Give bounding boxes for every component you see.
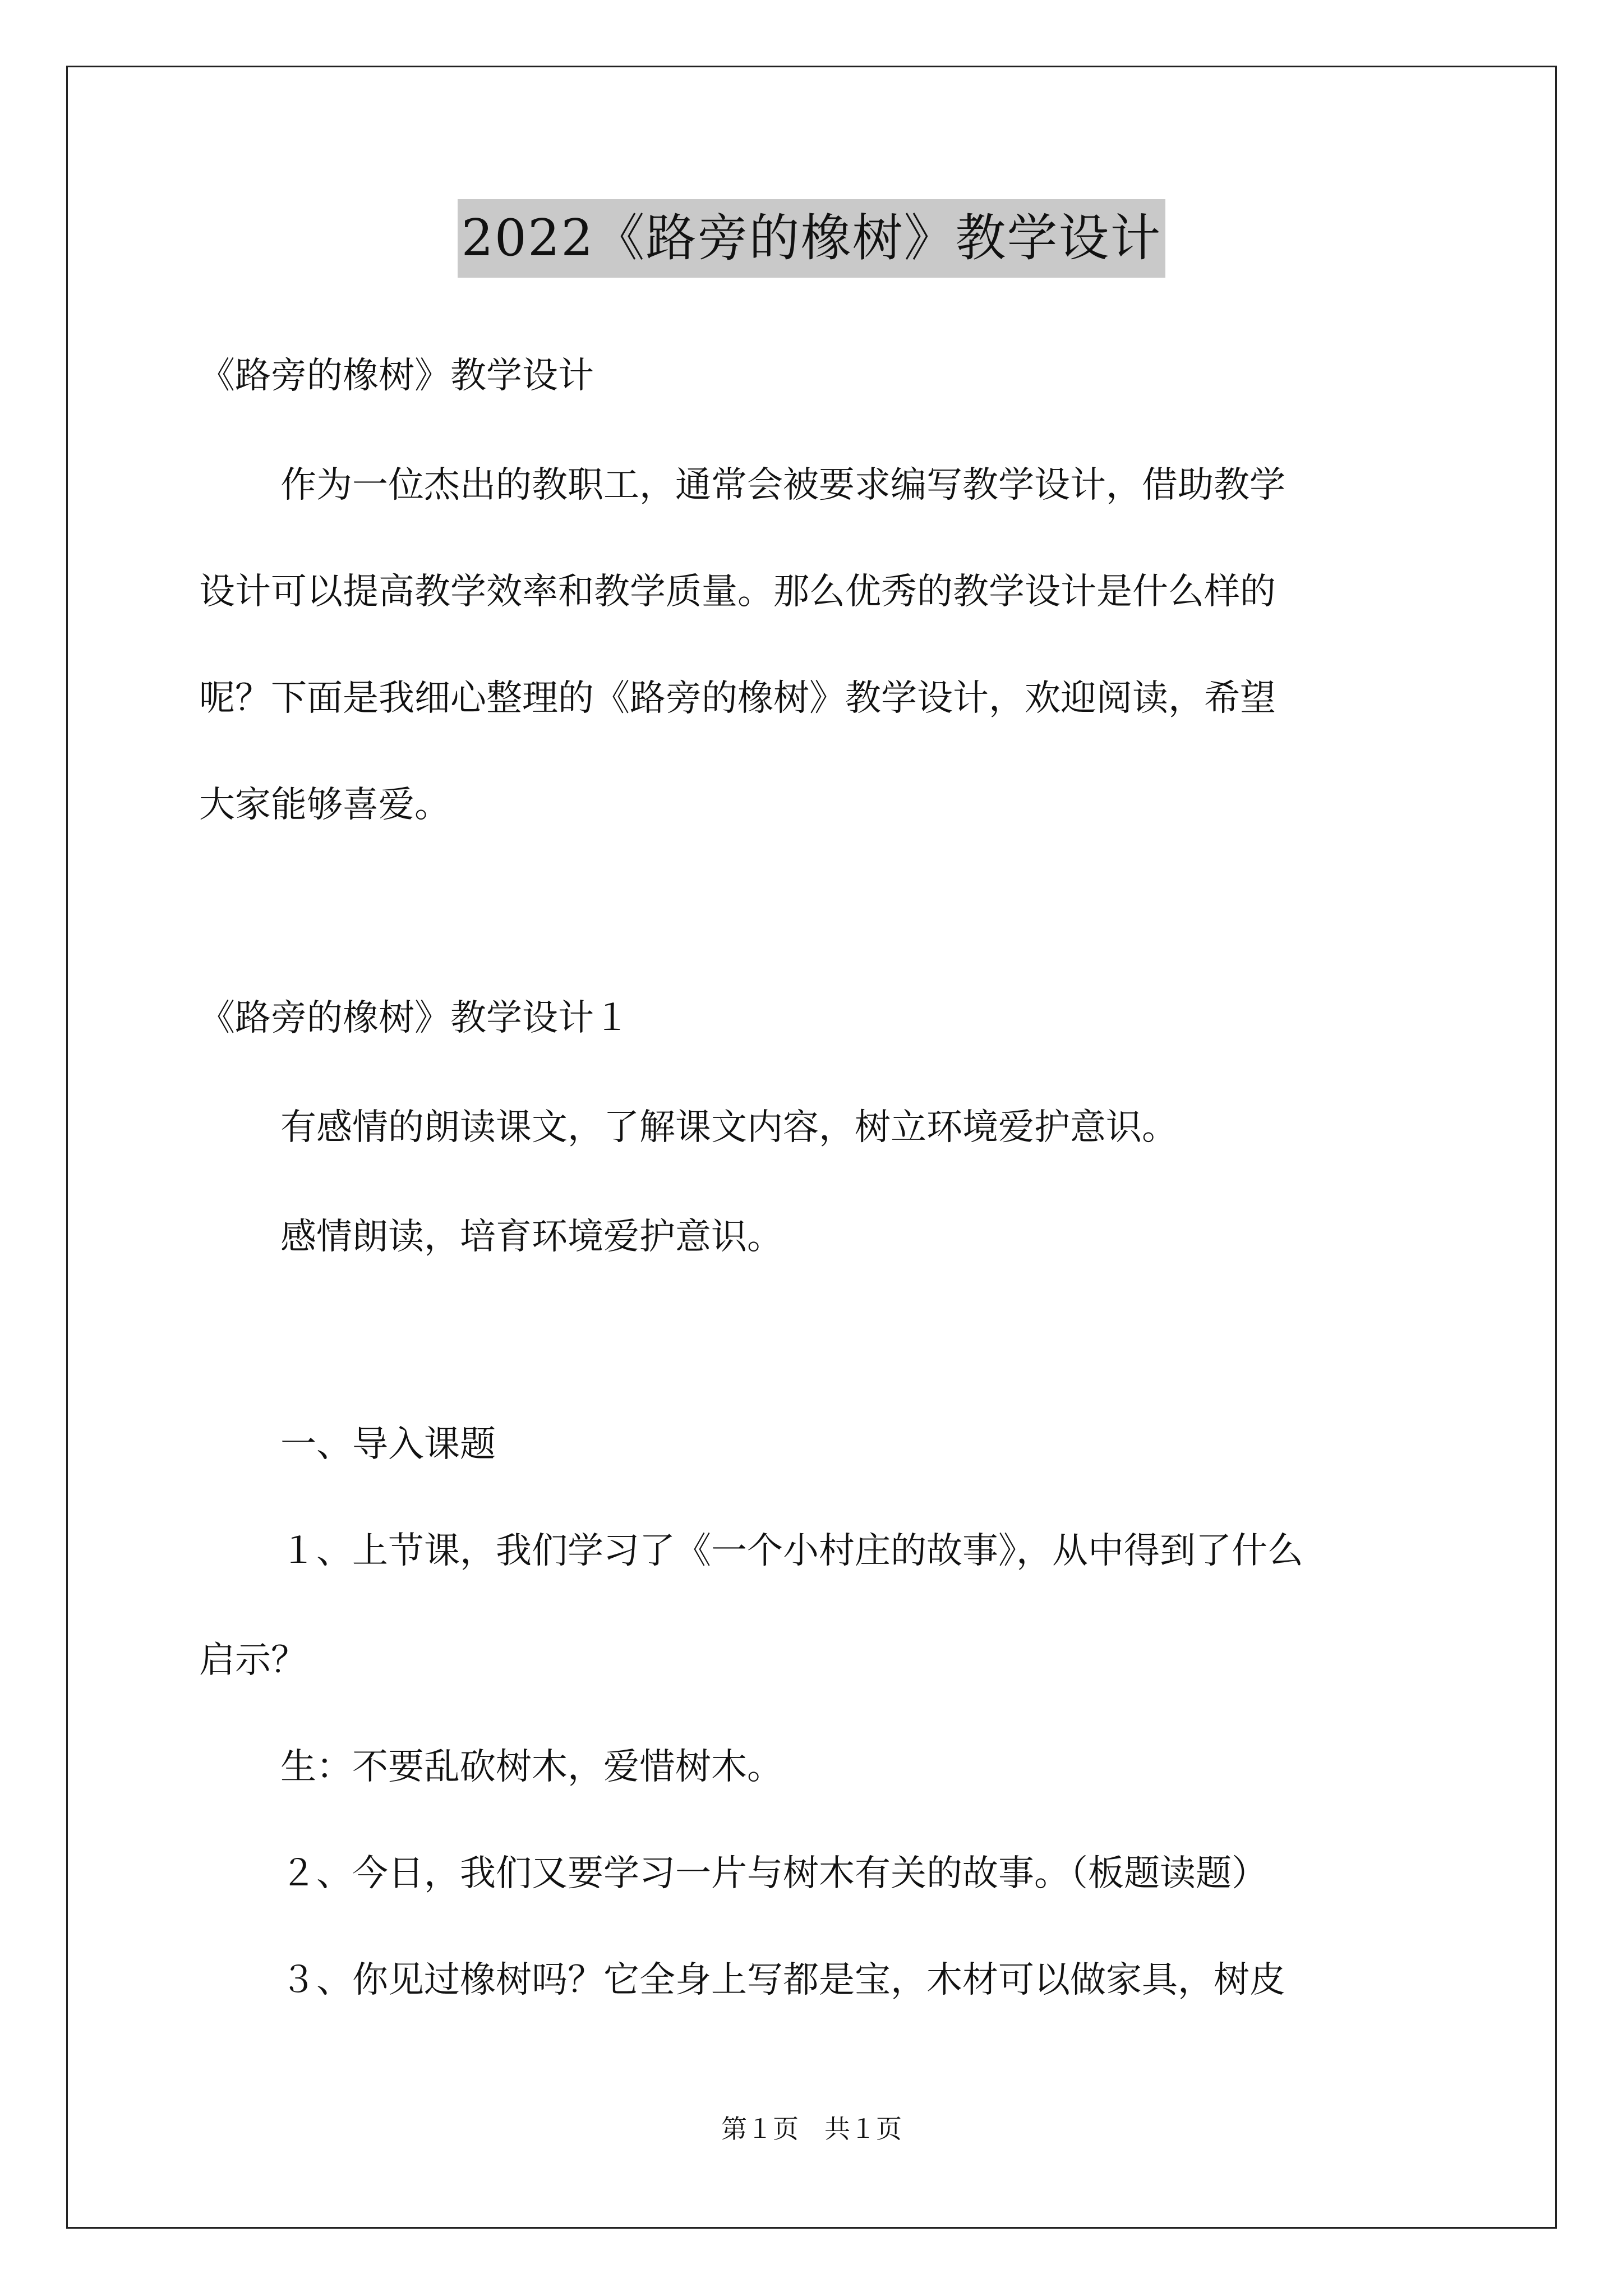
intro-line-1: 作为一位杰出的教职工，通常会被要求编写教学设计，借助教学 — [280, 464, 1285, 506]
goal-line: 有感情的朗读课文，了解课文内容，树立环境爱护意识。 — [280, 1107, 1178, 1148]
step3-line: ３、你见过橡树吗？它全身上写都是宝，木材可以做家具，树皮 — [280, 1959, 1285, 2001]
document-title: 2022《路旁的橡树》教学设计 — [458, 199, 1165, 278]
step1-line-2: 启示？ — [199, 1640, 307, 1681]
intro-line-4: 大家能够喜爱。 — [199, 784, 450, 826]
section-heading: 《路旁的橡树》教学设计１ — [199, 997, 630, 1039]
step1-line-1: １、上节课，我们学习了《一个小村庄的故事》，从中得到了什么 — [280, 1530, 1303, 1572]
focus-line: 感情朗读，培育环境爱护意识。 — [280, 1216, 783, 1258]
intro-line-2: 设计可以提高教学效率和教学质量。那么优秀的教学设计是什么样的 — [199, 571, 1276, 613]
title-wrap — [0, 199, 1623, 278]
intro-line-3: 呢？下面是我细心整理的《路旁的橡树》教学设计，欢迎阅读，希望 — [199, 678, 1276, 719]
step2-line: ２、今日，我们又要学习一片与树木有关的故事。（板题读题） — [280, 1853, 1267, 1894]
page-footer: 第１页 共１页 — [721, 2114, 902, 2144]
answer-line: 生：不要乱砍树木，爱惜树木。 — [280, 1746, 783, 1788]
part-heading: 一、导入课题 — [280, 1424, 496, 1465]
subtitle: 《路旁的橡树》教学设计 — [199, 355, 594, 397]
